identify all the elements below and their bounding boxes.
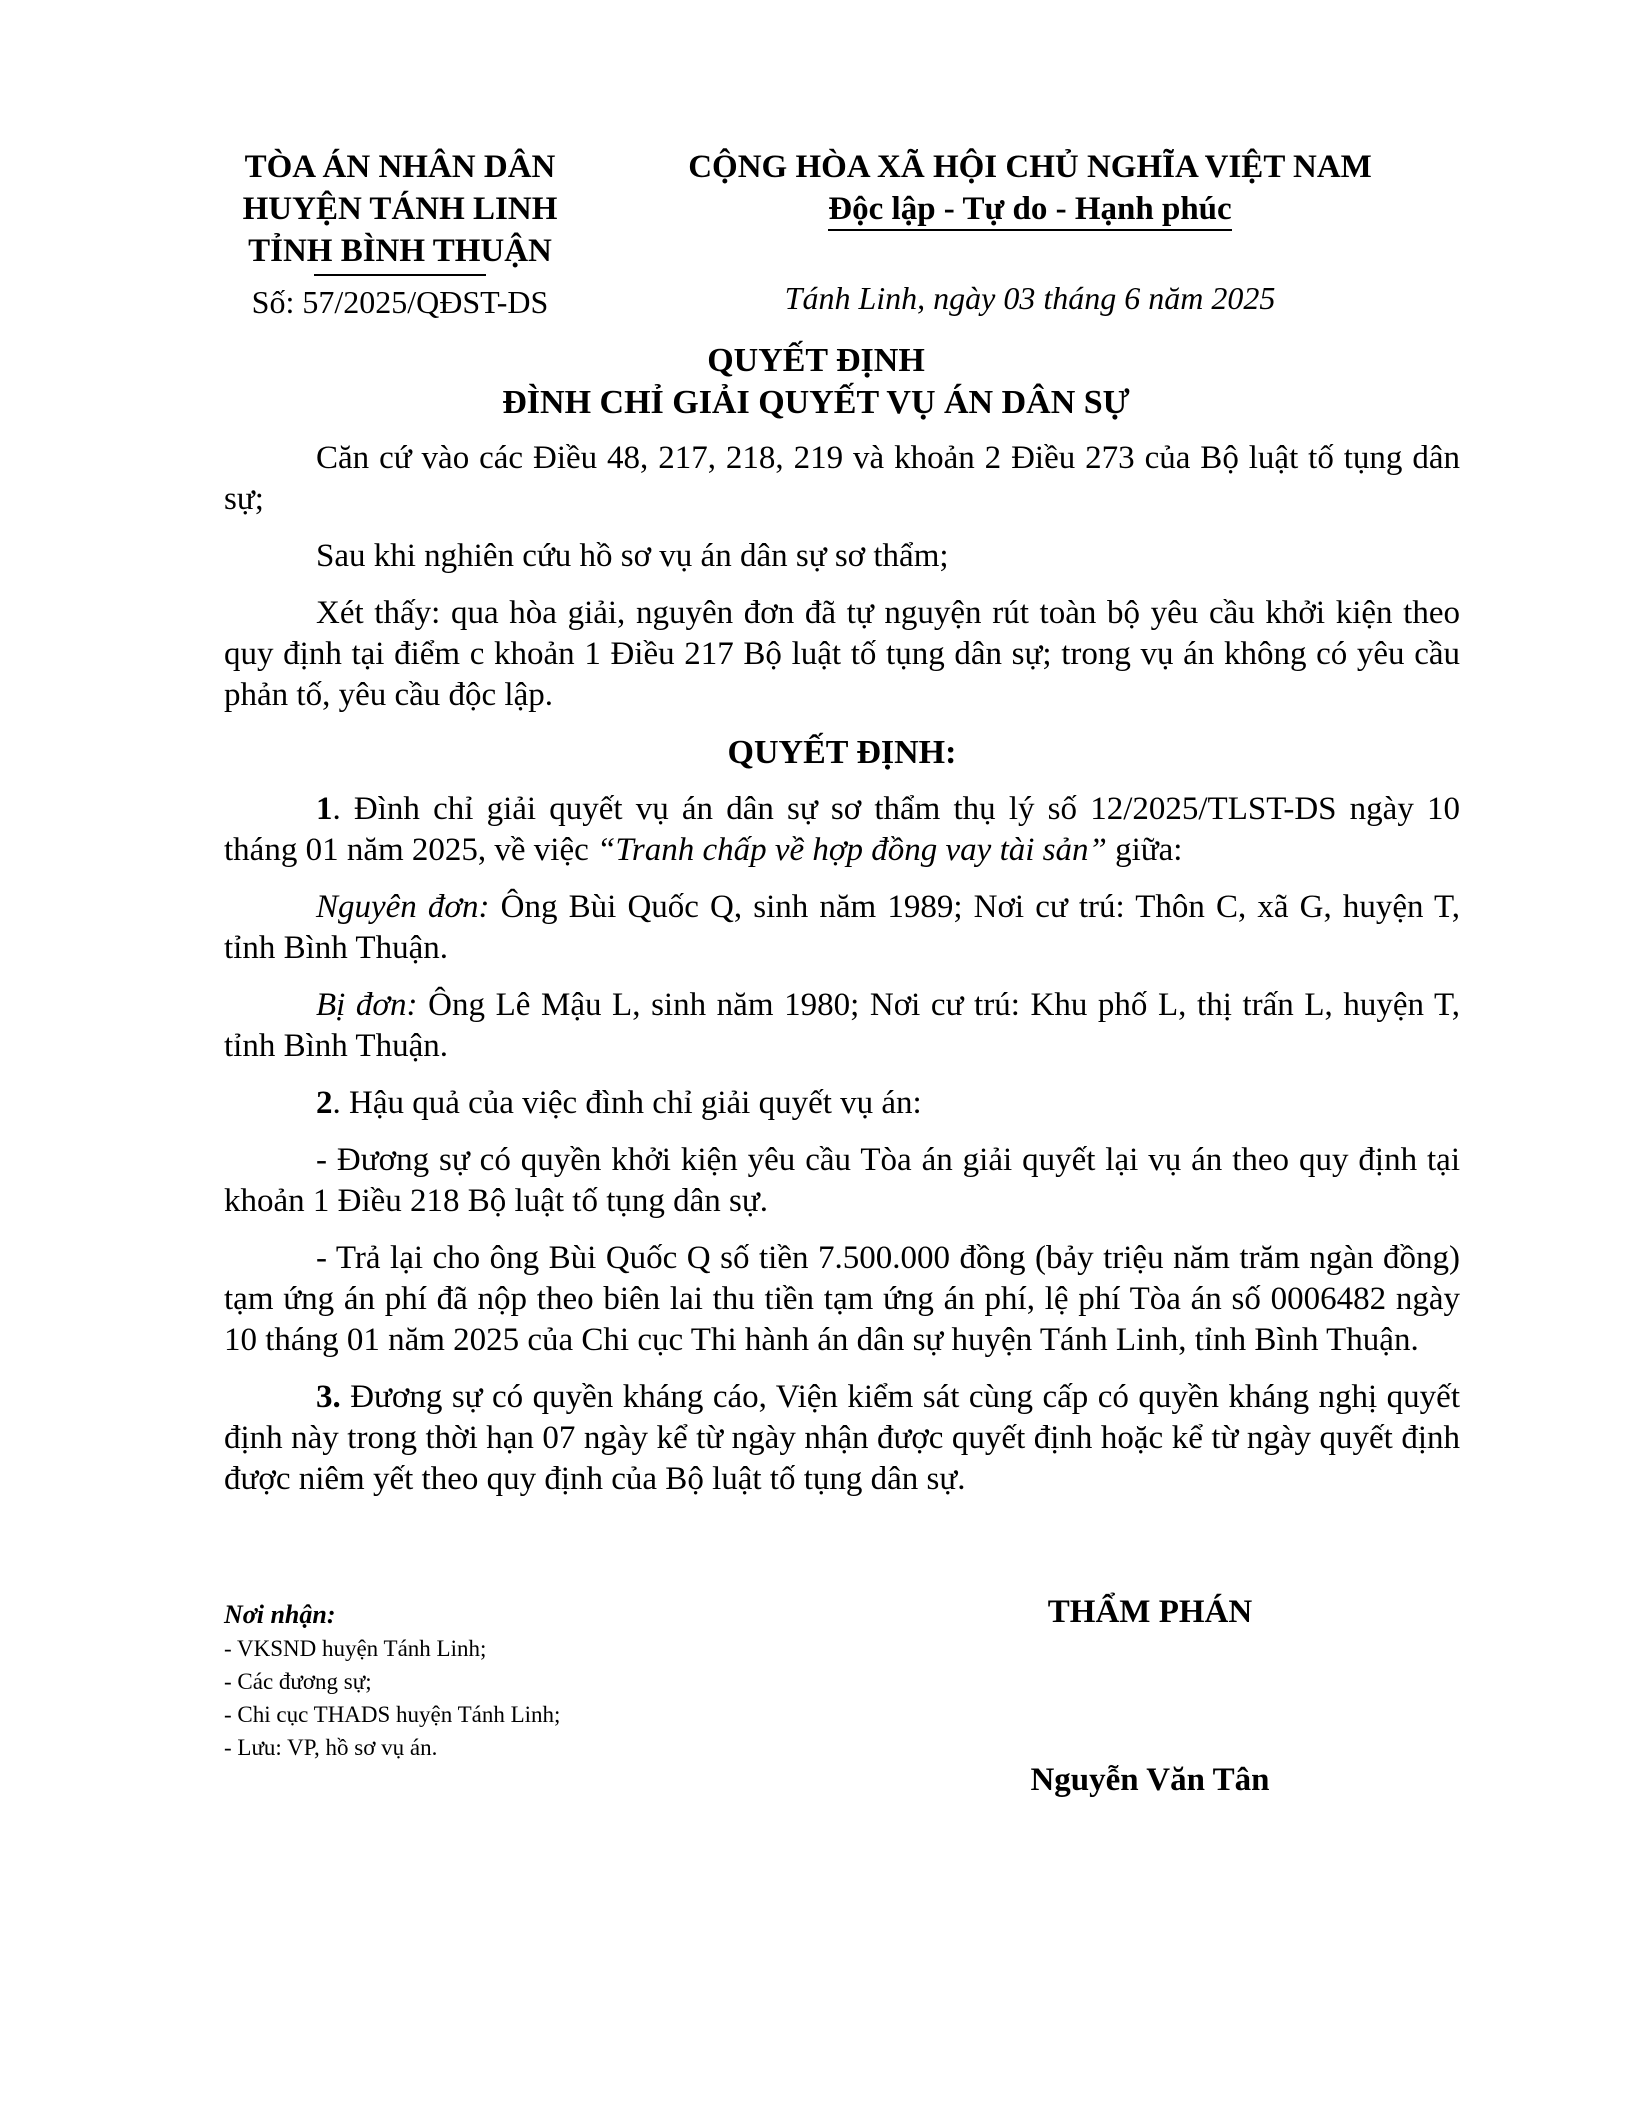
defendant-label: Bị đơn: [316, 987, 418, 1023]
defendant-text: Ông Lê Mậu L, sinh năm 1980; Nơi cư trú: Khu phố L, thị trấn L, huyện T, tỉnh Bình Thuận. [224, 987, 1460, 1064]
plaintiff-text: Ông Bùi Quốc Q, sinh năm 1989; Nơi cư trú: Thôn C, xã G, huyện T, tỉnh Bình Thuận. [224, 889, 1461, 966]
national-motto: Độc lập - Tự do - Hạnh phúc [828, 189, 1231, 231]
legal-basis: Căn cứ vào các Điều 48, 217, 218, 219 và khoản 2 Điều 273 của Bộ luật tố tụng dân sự; [224, 440, 1460, 517]
recipients [224, 1598, 784, 1764]
item-2-a: - Đương sự có quyền khởi kiện yêu cầu Tòa án giải quyết lại vụ án theo quy định tại khoản 1 Điều 218 Bộ luật tố tụng dân sự. [224, 1142, 1460, 1219]
item-1-number: 1 [316, 791, 333, 827]
consideration: Xét thấy: qua hòa giải, nguyên đơn đã tự nguyện rút toàn bộ yêu cầu khởi kiện theo quy định tại điểm c khoản 1 Điều 217 Bộ luật tố tụng dân sự; trong vụ án không có yêu cầu phản tố, yêu cầu độc lập. [224, 595, 1460, 713]
issue-date: Tánh Linh, ngày 03 tháng 6 năm 2025 [784, 280, 1276, 316]
recipient-item: - Lưu: VP, hồ sơ vụ án. [224, 1735, 438, 1760]
recipient-item: - Các đương sự; [224, 1669, 372, 1694]
decision-number: Số: 57/2025/QĐST-DS [251, 284, 549, 320]
item-1 [224, 789, 1460, 871]
court-name-line3: TỈNH BÌNH THUẬN [248, 233, 552, 269]
title-line1: QUYẾT ĐỊNH [707, 342, 925, 379]
nation-name: CỘNG HÒA XÃ HỘI CHỦ NGHĨA VIỆT NAM [688, 149, 1372, 185]
recipients-heading: Nơi nhận: [224, 1600, 336, 1629]
item-3-number: 3. [316, 1379, 341, 1415]
decision-heading: QUYẾT ĐỊNH: [727, 734, 957, 771]
court-header [200, 146, 600, 276]
defendant [224, 985, 1460, 1067]
national-header [640, 146, 1420, 231]
item-2-b: - Trả lại cho ông Bùi Quốc Q số tiền 7.500.000 đồng (bảy triệu năm trăm ngàn đồng) tạm ứng án phí đã nộp theo biên lai thu tiền tạm ứng án phí, lệ phí Tòa án số 0006482 ngày 10 tháng 01 năm 2025 của Chi cục Thi hành án dân sự huyện Tánh Linh, tỉnh Bình Thuận. [224, 1240, 1460, 1358]
item-1-tail: giữa: [1106, 832, 1183, 868]
court-name-line2: HUYỆN TÁNH LINH [242, 191, 558, 227]
document-title [0, 340, 1632, 424]
document-body [224, 438, 1460, 1516]
plaintiff-label: Nguyên đơn: [316, 889, 490, 925]
item-2 [224, 1083, 1460, 1124]
plaintiff [224, 887, 1460, 969]
item-1-text: . Đình chỉ giải quyết vụ án dân sự sơ thẩm thụ lý số 12/2025/TLST-DS ngày 10 tháng 01 năm 2025, về việc [224, 791, 1460, 868]
recipient-item: - VKSND huyện Tánh Linh; [224, 1636, 487, 1661]
item-3-text: Đương sự có quyền kháng cáo, Viện kiểm sát cùng cấp có quyền kháng nghị quyết định này trong thời hạn 07 ngày kể từ ngày nhận được quyết định hoặc kể từ ngày quyết định được niêm yết theo quy định của Bộ luật tố tụng dân sự. [224, 1379, 1460, 1497]
court-name-line1: TÒA ÁN NHÂN DÂN [244, 149, 556, 185]
item-2-text: . Hậu quả của việc đình chỉ giải quyết vụ án: [332, 1085, 922, 1121]
item-2-number: 2 [316, 1085, 333, 1121]
case-name: “Tranh chấp về hợp đồng vay tài sản” [597, 832, 1107, 868]
signer-name: Nguyễn Văn Tân [1030, 1762, 1270, 1798]
signer-role: THẨM PHÁN [1047, 1594, 1253, 1630]
court-header-divider [314, 274, 486, 276]
study-note: Sau khi nghiên cứu hồ sơ vụ án dân sự sơ thẩm; [316, 538, 949, 574]
title-line2: ĐÌNH CHỈ GIẢI QUYẾT VỤ ÁN DÂN SỰ [502, 384, 1130, 421]
item-3 [224, 1377, 1460, 1500]
recipient-item: - Chi cục THADS huyện Tánh Linh; [224, 1702, 561, 1727]
